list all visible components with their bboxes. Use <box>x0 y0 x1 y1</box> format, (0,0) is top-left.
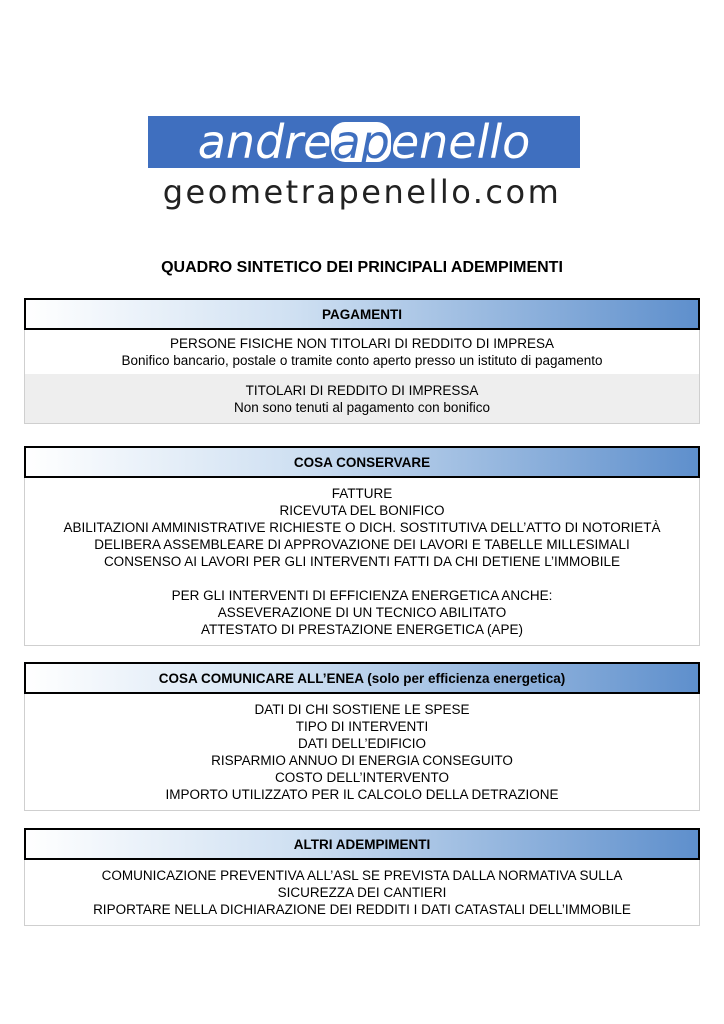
content-block <box>25 478 699 645</box>
text-line: RICEVUTA DEL BONIFICO <box>279 503 445 518</box>
section-pagamenti <box>24 298 700 424</box>
text-line: ASSEVERAZIONE DI UN TECNICO ABILITATO <box>217 605 507 620</box>
text-line: DELIBERA ASSEMBLEARE DI APPROVAZIONE DEI LAVORI E TABELLE MILLESIMALI <box>94 537 630 552</box>
section-header: COSA CONSERVARE <box>24 446 700 478</box>
text-line: CONSENSO AI LAVORI PER GLI INTERVENTI FATTI DA CHI DETIENE L’IMMOBILE <box>103 554 621 569</box>
logo-name-before: andre <box>197 115 332 169</box>
text-line: DATI DELL’EDIFICIO <box>297 736 427 751</box>
spacer <box>29 570 695 587</box>
text-line: IMPORTO UTILIZZATO PER IL CALCOLO DELLA DETRAZIONE <box>165 787 559 802</box>
text-line: RIPORTARE NELLA DICHIARAZIONE DEI REDDITI I DATI CATASTALI DELL’IMMOBILE <box>93 902 631 917</box>
website-text: geometrapenello.com <box>162 173 562 211</box>
section-header: COSA COMUNICARE ALL’ENEA (solo per efficienza energetica) <box>24 662 700 694</box>
logo <box>148 116 580 168</box>
page-title: QUADRO SINTETICO DEI PRINCIPALI ADEMPIMENTI <box>161 259 563 276</box>
text-line: RISPARMIO ANNUO DI ENERGIA CONSEGUITO <box>211 753 513 768</box>
text-line: TITOLARI DI REDDITO DI IMPRESSA <box>245 383 479 398</box>
text-line: Non sono tenuti al pagamento con bonifico <box>234 400 490 415</box>
logo-name-after: enello <box>390 115 531 169</box>
text-line: FATTURE <box>331 486 393 501</box>
text-line: PER GLI INTERVENTI DI EFFICIENZA ENERGETICA ANCHE: <box>171 588 553 603</box>
content-block <box>25 694 699 810</box>
section-header: ALTRI ADEMPIMENTI <box>24 828 700 860</box>
content-block <box>25 374 699 423</box>
text-line: PERSONE FISICHE NON TITOLARI DI REDDITO DI IMPRESA <box>169 336 555 351</box>
text-line: TIPO DI INTERVENTI <box>295 719 429 734</box>
section-header: PAGAMENTI <box>24 298 700 330</box>
text-line: SICUREZZA DEI CANTIERI <box>277 885 447 900</box>
section-comunicare-enea <box>24 662 700 811</box>
content-block <box>25 860 699 925</box>
logo-name-highlight: ap <box>332 115 390 169</box>
text-line: DATI DI CHI SOSTIENE LE SPESE <box>254 702 470 717</box>
section-altri-adempimenti <box>24 828 700 926</box>
text-line: COSTO DELL’INTERVENTO <box>274 770 450 785</box>
text-line: ABILITAZIONI AMMINISTRATIVE RICHIESTE O DICH. SOSTITUTIVA DELL’ATTO DI NOTORIETÀ <box>63 520 661 535</box>
section-cosa-conservare <box>24 446 700 646</box>
logo-name <box>148 116 580 168</box>
content-block <box>25 330 699 374</box>
text-line: ATTESTATO DI PRESTAZIONE ENERGETICA (APE) <box>200 622 524 637</box>
text-line: COMUNICAZIONE PREVENTIVA ALL’ASL SE PREVISTA DALLA NORMATIVA SULLA <box>101 868 623 883</box>
text-line: Bonifico bancario, postale o tramite conto aperto presso un istituto di pagamento <box>121 353 603 368</box>
